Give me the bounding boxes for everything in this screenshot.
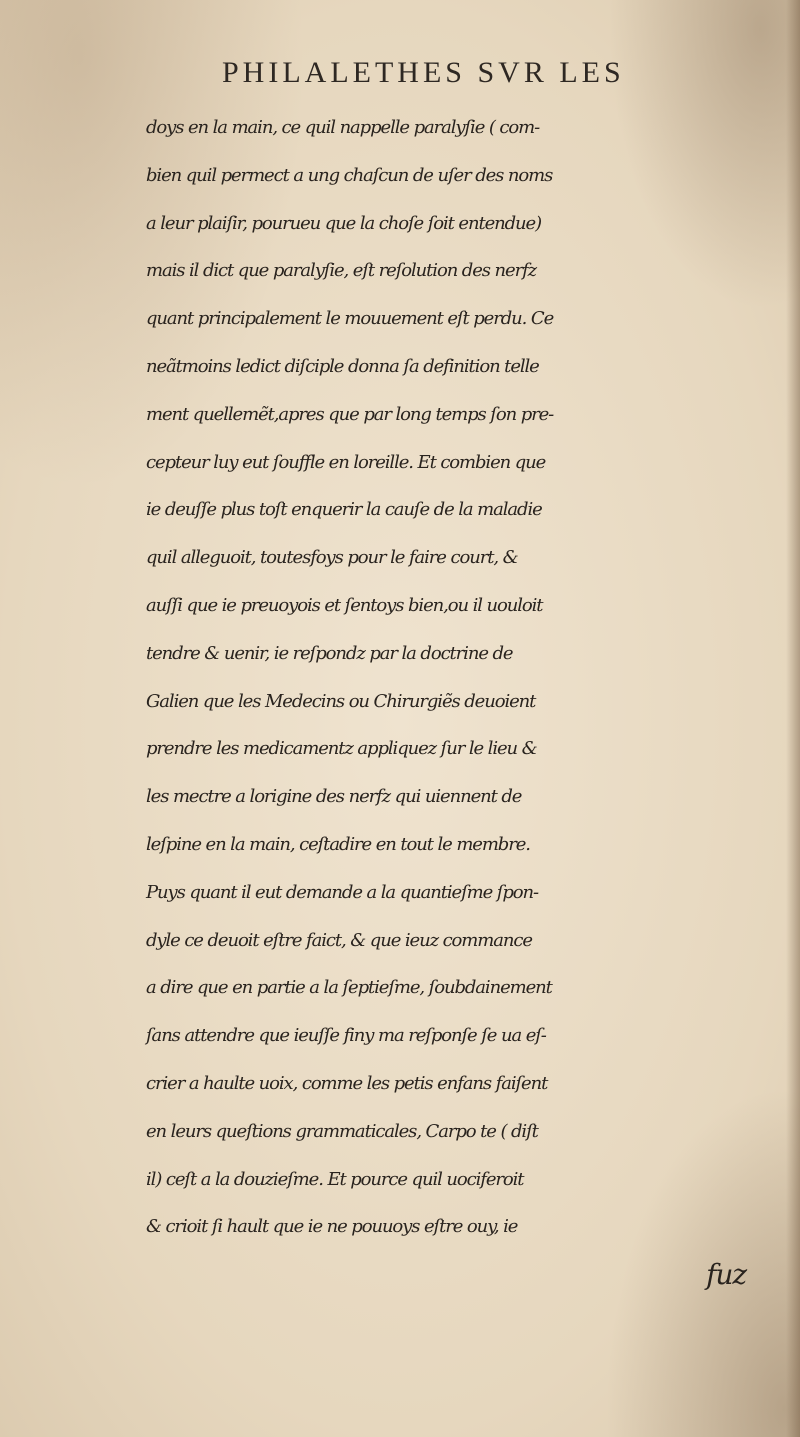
text-line: ment quellemẽt,apres que par long temps ſon pre- [146,403,554,425]
text-line: prendre les medicamentz appliquez ſur le lieu & [146,738,537,760]
text-line: ie deuſſe plus toſt enquerir la cauſe de la maladie [146,499,542,521]
running-head: PHILALETHES SVR LES [222,56,625,89]
text-line: dyle ce deuoit eſtre faict, & que ieuz commance [146,929,532,951]
text-line: en leurs queſtions grammaticales, Carpo te ( diſt [146,1120,538,1142]
text-line: bien quil permect a ung chaſcun de uſer des noms [146,164,553,186]
catchword: fuz [706,1258,746,1292]
text-line: quant principalement le mouuement eſt perdu. Ce [146,308,554,330]
body-text [146,104,786,1299]
text-line: neãtmoins ledict diſciple donna ſa definition telle [146,355,539,377]
text-line: mais il dict que paralyſie, eſt reſolution des nerfz [146,260,537,282]
text-line: ſans attendre que ieuſſe finy ma reſponſe ſe ua eſ- [146,1025,546,1047]
text-line: & crioit ſi hault que ie ne pouuoys eſtre ouy, ie [146,1216,518,1238]
text-line: cepteur luy eut ſouffle en loreille. Et combien que [146,451,546,473]
text-line: Puys quant il eut demande a la quantieſme ſpon- [146,881,538,903]
text-line: a dire que en partie a la ſeptieſme, ſoubdainement [146,977,552,999]
text-line: doys en la main, ce quil nappelle paralyſie ( com- [146,117,540,138]
text-line: les mectre a lorigine des nerfz qui uiennent de [146,786,522,808]
text-line: il) ceſt a la douzieſme. Et pource quil uociferoit [146,1168,524,1190]
text-line: quil alleguoit, toutesfoys pour le faire court, & [146,547,518,569]
text-line: a leur plaiſir, pourueu que la choſe ſoit entendue) [146,212,542,234]
text-line: leſpine en la main, ceſtadire en tout le membre. [146,833,530,855]
text-line: auſſi que ie preuoyois et ſentoys bien,ou il uouloit [146,594,543,616]
text-line: tendre & uenir, ie reſpondz par la doctrine de [146,642,513,664]
text-line: crier a haulte uoix, comme les petis enfans faiſent [146,1072,548,1094]
text-line: Galien que les Medecins ou Chirurgiẽs deuoient [146,690,536,712]
